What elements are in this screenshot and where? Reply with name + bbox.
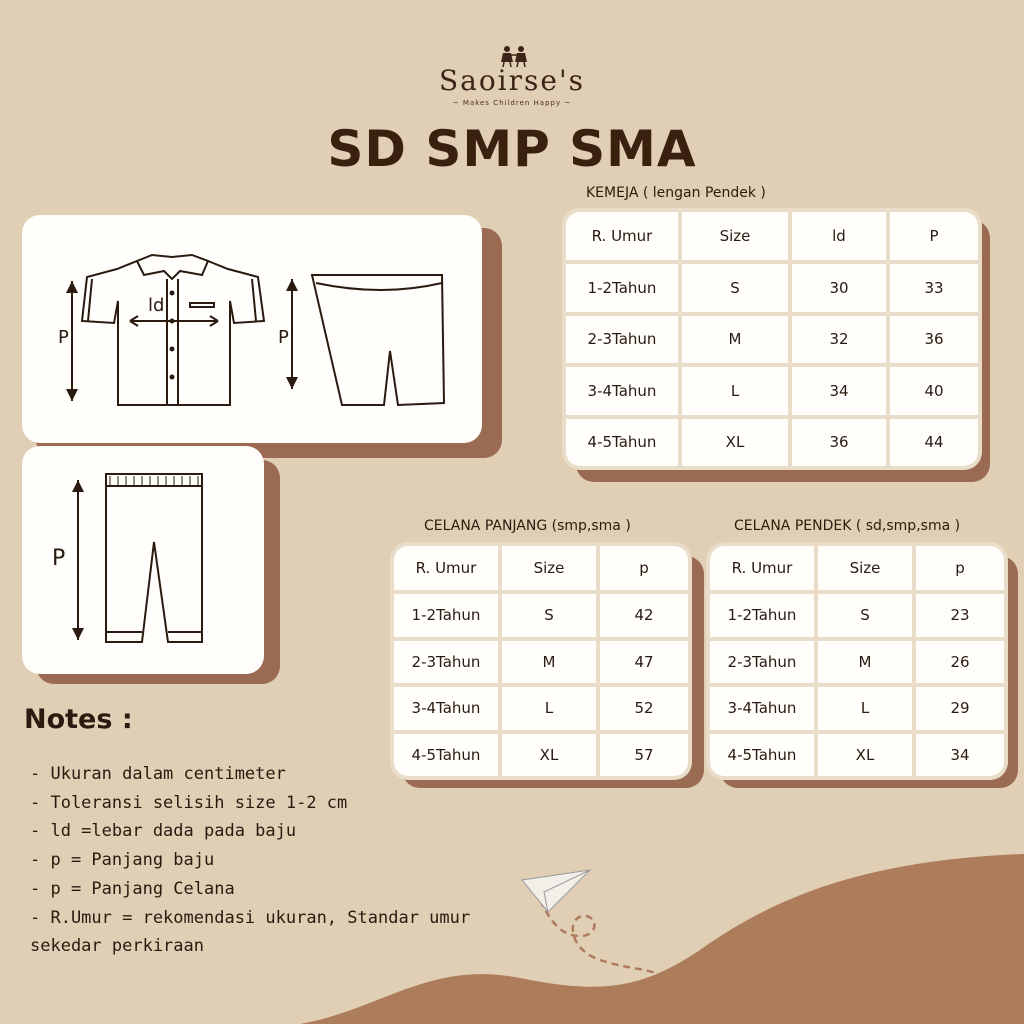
- notes-list: [30, 760, 530, 961]
- table-cell: 36: [792, 419, 886, 467]
- note-item: - Toleransi selisih size 1-2 cm: [30, 792, 348, 813]
- logo-tagline: ~ Makes Children Happy ~: [452, 99, 572, 107]
- table-cell: 2-3Tahun: [394, 641, 498, 684]
- table-cell: 1-2Tahun: [394, 594, 498, 637]
- table-row: [710, 594, 1004, 637]
- table-cell: S: [502, 594, 596, 637]
- table-cell: S: [818, 594, 912, 637]
- table-cell: 57: [600, 734, 688, 777]
- table-cell: 29: [916, 687, 1004, 730]
- note-item: - p = Panjang Celana: [30, 878, 235, 899]
- table-row: [566, 419, 978, 467]
- table-cell: 2-3Tahun: [710, 641, 814, 684]
- celana-pendek-title: CELANA PENDEK ( sd,smp,sma ): [734, 518, 961, 534]
- shirt-ld-label: ld: [148, 295, 165, 316]
- celana-panjang-title: CELANA PANJANG (smp,sma ): [424, 518, 631, 534]
- table-cell: S: [682, 264, 788, 312]
- shorts-diagram-icon: [272, 263, 452, 413]
- pants-diagram-icon: [62, 468, 242, 658]
- header-cell: ld: [792, 212, 886, 260]
- notes-title: Notes :: [24, 704, 133, 735]
- table-header-row: [710, 546, 1004, 590]
- table-row: [394, 641, 688, 684]
- table-cell: 3-4Tahun: [710, 687, 814, 730]
- table-row: [566, 316, 978, 364]
- table-cell: 44: [890, 419, 978, 467]
- table-cell: 47: [600, 641, 688, 684]
- table-cell: 4-5Tahun: [566, 419, 678, 467]
- table-cell: 4-5Tahun: [394, 734, 498, 777]
- table-cell: L: [682, 367, 788, 415]
- note-item: sekedar perkiraan: [30, 936, 204, 957]
- table-cell: 30: [792, 264, 886, 312]
- logo-name: Saoirse's: [438, 64, 586, 97]
- celana-pendek-table: [706, 542, 1008, 780]
- table-cell: 34: [916, 734, 1004, 777]
- table-cell: XL: [502, 734, 596, 777]
- kemeja-title: KEMEJA ( lengan Pendek ): [586, 185, 766, 201]
- table-cell: 42: [600, 594, 688, 637]
- note-item: - p = Panjang baju: [30, 850, 215, 871]
- table-row: [710, 641, 1004, 684]
- table-cell: M: [502, 641, 596, 684]
- table-row: [566, 367, 978, 415]
- paper-plane-icon: [520, 868, 592, 916]
- table-cell: 34: [792, 367, 886, 415]
- page-title: SD SMP SMA: [327, 120, 697, 178]
- celana-panjang-table: [390, 542, 692, 780]
- table-cell: M: [682, 316, 788, 364]
- table-cell: 33: [890, 264, 978, 312]
- header-cell: P: [890, 212, 978, 260]
- table-cell: 1-2Tahun: [566, 264, 678, 312]
- table-cell: 4-5Tahun: [710, 734, 814, 777]
- note-item: - ld =lebar dada pada baju: [30, 821, 297, 842]
- table-cell: 2-3Tahun: [566, 316, 678, 364]
- table-cell: 32: [792, 316, 886, 364]
- table-cell: XL: [682, 419, 788, 467]
- table-cell: 26: [916, 641, 1004, 684]
- pants-p-label: P: [52, 546, 66, 571]
- table-cell: L: [502, 687, 596, 730]
- table-cell: 52: [600, 687, 688, 730]
- pants-card: [22, 446, 264, 674]
- table-cell: 36: [890, 316, 978, 364]
- table-cell: 3-4Tahun: [566, 367, 678, 415]
- header-cell: R. Umur: [394, 546, 498, 590]
- header-cell: Size: [682, 212, 788, 260]
- table-cell: 3-4Tahun: [394, 687, 498, 730]
- table-row: [710, 687, 1004, 730]
- table-header-row: [566, 212, 978, 260]
- shirt-p-label: P: [58, 327, 69, 348]
- header-cell: p: [600, 546, 688, 590]
- note-item: - Ukuran dalam centimeter: [30, 764, 286, 784]
- header-cell: R. Umur: [710, 546, 814, 590]
- shirt-diagram-icon: [52, 251, 282, 411]
- table-header-row: [394, 546, 688, 590]
- shirt-shorts-card: [22, 215, 482, 443]
- table-cell: L: [818, 687, 912, 730]
- table-cell: XL: [818, 734, 912, 777]
- table-row: [566, 264, 978, 312]
- table-cell: 23: [916, 594, 1004, 637]
- table-cell: 40: [890, 367, 978, 415]
- shorts-p-label: P: [278, 327, 289, 348]
- table-cell: M: [818, 641, 912, 684]
- header-cell: Size: [502, 546, 596, 590]
- header-cell: p: [916, 546, 1004, 590]
- table-row: [710, 734, 1004, 777]
- table-row: [394, 594, 688, 637]
- kemeja-table: [562, 208, 982, 470]
- header-cell: Size: [818, 546, 912, 590]
- note-item: - R.Umur = rekomendasi ukuran, Standar umur: [30, 907, 471, 928]
- table-row: [394, 687, 688, 730]
- table-cell: 1-2Tahun: [710, 594, 814, 637]
- header-cell: R. Umur: [566, 212, 678, 260]
